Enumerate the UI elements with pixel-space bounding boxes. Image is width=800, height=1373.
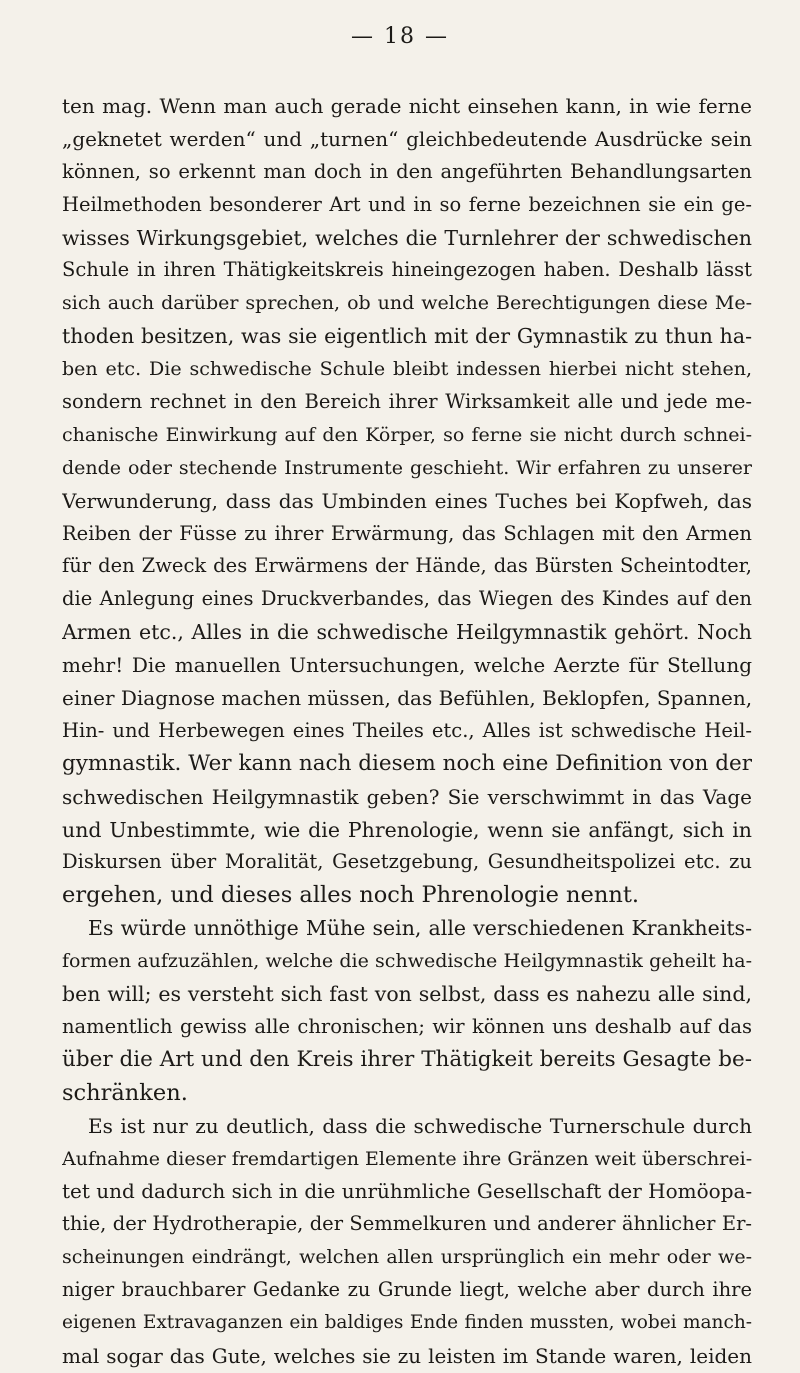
body-text (62, 90, 752, 1373)
text-line: und Unbestimmte, wie die Phrenologie, wenn sie anfängt, sich in (62, 817, 752, 842)
text-line: Reiben der Füsse zu ihrer Erwärmung, das Schlagen mit den Armen (62, 521, 752, 545)
text-line: ergehen, und dieses alles noch Phrenologie nennt. (62, 882, 640, 909)
text-line: mal sogar das Gute, welches sie zu leisten im Stande waren, leiden (62, 1343, 752, 1368)
text-line: können, so erkennt man doch in den angeführten Behandlungsarten (62, 159, 752, 183)
text-line: schränken. (62, 1079, 188, 1106)
text-line: sich auch darüber sprechen, ob und welche Berechtigungen diese Me- (62, 292, 752, 315)
text-line: eigenen Extravaganzen ein baldiges Ende finden mussten, wobei manch- (62, 1311, 752, 1333)
text-line: Hin- und Herbewegen eines Theiles etc., Alles ist schwedische Heil- (62, 718, 752, 742)
text-line: über die Art und den Kreis ihrer Thätigkeit bereits Gesagte be- (62, 1046, 752, 1072)
text-line: ben will; es versteht sich fast von selbst, dass es nahezu alle sind, (62, 982, 752, 1007)
text-line: formen aufzuzählen, welche die schwedische Heilgymnastik geheilt ha- (62, 950, 752, 973)
text-line: Aufnahme dieser fremdartigen Elemente ihre Gränzen weit überschrei- (62, 1147, 752, 1170)
text-line: Es würde unnöthige Mühe sein, alle verschiedenen Krankheits- (88, 916, 752, 941)
text-line: „geknetet werden“ und „turnen“ gleichbedeutende Ausdrücke sein (62, 126, 752, 151)
text-line: ten mag. Wenn man auch gerade nicht einsehen kann, in wie ferne (62, 94, 752, 118)
text-line: Verwunderung, dass das Umbinden eines Tuches bei Kopfweh, das (62, 488, 752, 513)
text-line: für den Zweck des Erwärmens der Hände, das Bürsten Scheintodter, (62, 554, 752, 578)
text-line: die Anlegung eines Druckverbandes, das Wiegen des Kindes auf den (62, 587, 752, 611)
text-line: thoden besitzen, was sie eigentlich mit der Gymnastik zu thun ha- (62, 324, 752, 349)
text-line: tet und dadurch sich in die unrühmliche Gesellschaft der Homöopa- (62, 1179, 752, 1204)
text-line: einer Diagnose machen müssen, das Befühlen, Beklopfen, Spannen, (62, 686, 752, 711)
text-line: schwedischen Heilgymnastik geben? Sie verschwimmt in das Vage (62, 784, 752, 809)
text-line: Diskursen über Moralität, Gesetzgebung, Gesundheitspolizei etc. zu (62, 850, 752, 874)
text-line: niger brauchbarer Gedanke zu Grunde liegt, welche aber durch ihre (62, 1278, 752, 1302)
text-line: scheinungen eindrängt, welchen allen ursprünglich ein mehr oder we- (62, 1246, 752, 1269)
text-line: namentlich gewiss alle chronischen; wir können uns deshalb auf das (62, 1014, 752, 1038)
text-line: ben etc. Die schwedische Schule bleibt indessen hierbei nicht stehen, (62, 358, 752, 381)
text-line: wisses Wirkungsgebiet, welches die Turnlehrer der schwedischen (62, 225, 752, 250)
text-line: sondern rechnet in den Bereich ihrer Wirksamkeit alle und jede me- (62, 390, 752, 414)
text-line: gymnastik. Wer kann nach diesem noch eine Definition von der (62, 750, 752, 776)
text-line: dende oder stechende Instrumente geschieht. Wir erfahren zu unserer (62, 456, 752, 479)
page-number: — 18 — (351, 24, 449, 49)
text-line: chanische Einwirkung auf den Körper, so ferne sie nicht durch schnei- (62, 423, 752, 446)
text-line: Schule in ihren Thätigkeitskreis hineingezogen haben. Deshalb lässt (62, 258, 752, 282)
text-line: Armen etc., Alles in die schwedische Heilgymnastik gehört. Noch (62, 620, 752, 645)
text-line: mehr! Die manuellen Untersuchungen, welche Aerzte für Stellung (62, 653, 752, 678)
text-line: Es ist nur zu deutlich, dass die schwedische Turnerschule durch (88, 1113, 752, 1138)
text-line: thie, der Hydrotherapie, der Semmelkuren und anderer ähnlicher Er- (62, 1212, 752, 1236)
text-line: Heilmethoden besonderer Art und in so ferne bezeichnen sie ein ge- (62, 192, 752, 216)
